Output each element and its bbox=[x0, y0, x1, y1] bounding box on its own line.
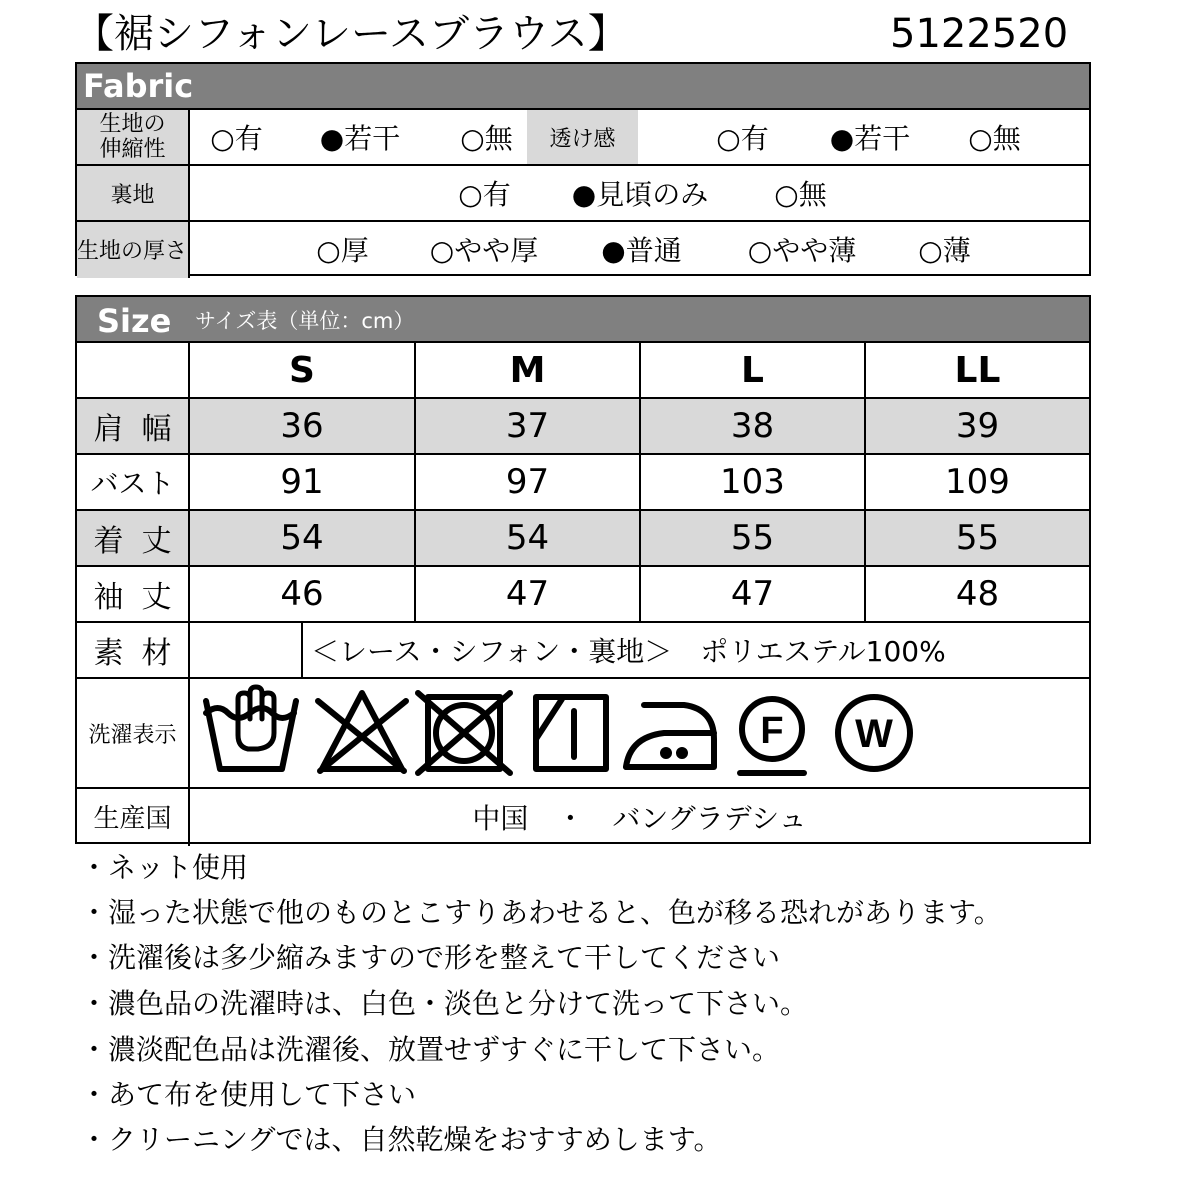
table-cell: 55 bbox=[955, 518, 1000, 558]
hand-wash-icon bbox=[206, 687, 296, 769]
note-item: ・濃色品の洗濯時は、白色・淡色と分けて洗って下さい。 bbox=[80, 987, 809, 1020]
row-label-bust: バスト bbox=[90, 467, 175, 500]
table-cell: 47 bbox=[730, 574, 775, 614]
fabric-table bbox=[75, 62, 1091, 276]
table-cell: 38 bbox=[730, 406, 775, 446]
sheer-option-none: ○無 bbox=[968, 122, 1021, 155]
stretch-option-slight: ●若干 bbox=[319, 122, 401, 155]
note-item: ・湿った状態で他のものとこすりあわせると、色が移る恐れがあります。 bbox=[80, 896, 1002, 929]
stretch-label: 生地の 伸縮性 bbox=[99, 112, 166, 162]
table-cell: 55 bbox=[730, 518, 775, 558]
table-cell: 97 bbox=[505, 462, 550, 502]
row-label-origin: 生産国 bbox=[93, 804, 172, 834]
fabric-header bbox=[77, 64, 1089, 108]
material-value: ＜レース・シフォン・裏地＞ ポリエステル100% bbox=[311, 635, 946, 668]
table-cell: 48 bbox=[955, 574, 1000, 614]
line-dry-shade-icon bbox=[536, 697, 606, 769]
note-item: ・濃淡配色品は洗濯後、放置せずすぐに干して下さい。 bbox=[80, 1033, 781, 1066]
thickness-option-slightly-thin: ○やや薄 bbox=[747, 234, 857, 267]
care-symbols bbox=[190, 679, 1089, 787]
thickness-option-slightly-thick: ○やや厚 bbox=[429, 234, 539, 267]
row-label-material: 素材 bbox=[93, 636, 190, 671]
product-code: 5122520 bbox=[890, 11, 1069, 57]
note-item: ・あて布を使用して下さい bbox=[80, 1078, 417, 1111]
size-table bbox=[75, 295, 1091, 844]
iron-low-icon bbox=[626, 705, 714, 767]
sheer-label: 透け感 bbox=[549, 126, 616, 152]
row-label-shoulder: 肩幅 bbox=[93, 412, 190, 447]
size-col-s: S bbox=[289, 349, 315, 391]
dry-clean-letter: F bbox=[760, 710, 784, 752]
thickness-option-thin: ○薄 bbox=[918, 234, 971, 267]
size-col-m: M bbox=[509, 349, 546, 391]
thickness-option-thick: ○厚 bbox=[316, 234, 369, 267]
table-cell: 103 bbox=[720, 462, 785, 502]
table-cell: 37 bbox=[505, 406, 550, 446]
size-heading: Size bbox=[97, 302, 172, 340]
note-item: ・ネット使用 bbox=[80, 851, 249, 884]
lining-option-body-only: ●見頃のみ bbox=[571, 178, 709, 211]
size-header bbox=[77, 297, 1089, 341]
thickness-option-normal: ●普通 bbox=[601, 234, 682, 267]
table-cell: 54 bbox=[505, 518, 550, 558]
size-col-l: L bbox=[741, 349, 764, 391]
row-label-sleeve: 袖丈 bbox=[93, 580, 190, 615]
table-cell: 91 bbox=[280, 462, 324, 502]
origin-value: 中国 ・ バングラデシュ bbox=[472, 801, 807, 835]
size-subheading: サイズ表（単位：cm） bbox=[195, 309, 415, 333]
table-cell: 46 bbox=[280, 574, 324, 614]
table-cell: 47 bbox=[505, 574, 550, 614]
table-cell: 54 bbox=[280, 518, 324, 558]
lining-option-yes: ○有 bbox=[458, 178, 511, 211]
fabric-heading: Fabric bbox=[83, 67, 194, 105]
thickness-label: 生地の厚さ bbox=[77, 238, 188, 264]
lining-label: 裏地 bbox=[110, 182, 155, 208]
product-title: 【裾シフォンレースブラウス】 bbox=[74, 11, 628, 57]
table-cell: 109 bbox=[945, 462, 1010, 502]
row-label-length: 着丈 bbox=[93, 524, 190, 559]
no-tumble-dry-icon bbox=[418, 693, 510, 773]
note-item: ・クリーニングでは、自然乾燥をおすすめします。 bbox=[80, 1123, 722, 1156]
wet-clean-letter: W bbox=[855, 712, 893, 756]
size-col-ll: LL bbox=[954, 349, 1001, 391]
no-bleach-icon bbox=[318, 693, 406, 771]
stretch-option-yes: ○有 bbox=[210, 122, 263, 155]
row-label-care: 洗濯表示 bbox=[88, 722, 177, 748]
lining-option-none: ○無 bbox=[774, 178, 827, 211]
sheer-option-slight: ●若干 bbox=[829, 122, 911, 155]
stretch-option-none: ○無 bbox=[460, 122, 513, 155]
note-item: ・洗濯後は多少縮みますので形を整えて干してください bbox=[80, 941, 781, 974]
sheer-option-yes: ○有 bbox=[716, 122, 769, 155]
table-cell: 36 bbox=[280, 406, 324, 446]
table-cell: 39 bbox=[955, 406, 1000, 446]
